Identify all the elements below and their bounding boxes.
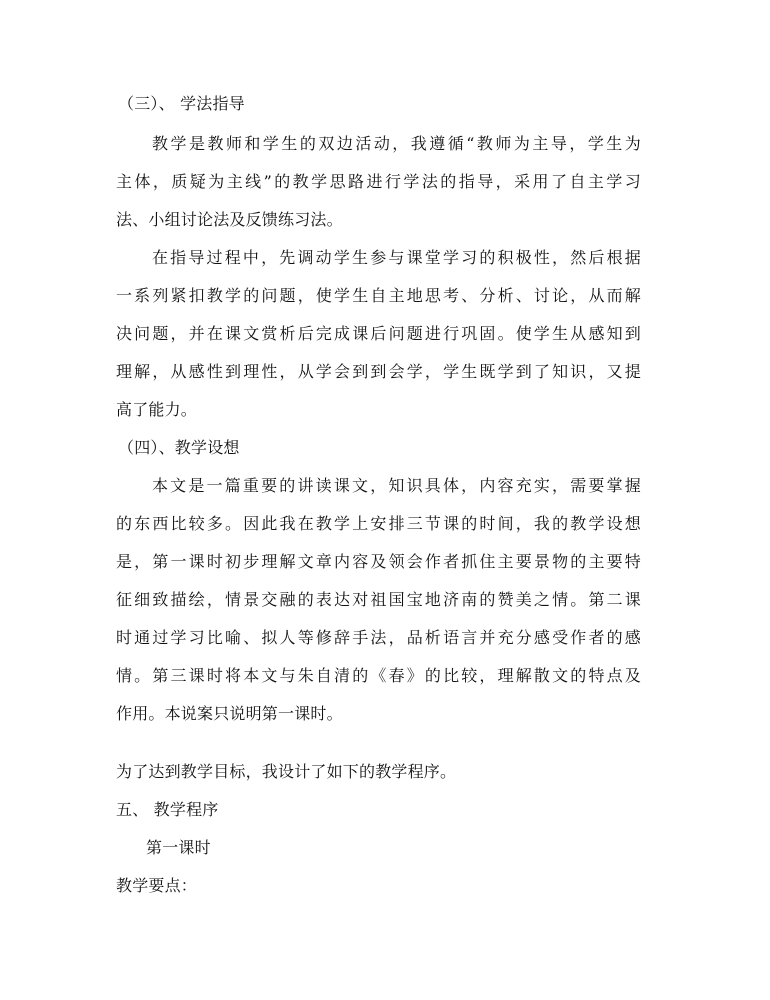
paragraph-2-line-2: 一系列紧扣教学的问题，使学生自主地思考、分析、讨论，从而解 xyxy=(116,286,641,305)
lesson-heading: 第一课时 xyxy=(146,838,211,857)
paragraph-1-line-1: 教学是教师和学生的双边活动，我遵循“教师为主导，学生为 xyxy=(152,134,641,153)
paragraph-1-line-2: 主体，质疑为主线”的教学思路进行学法的指导，采用了自主学习 xyxy=(116,172,641,191)
paragraph-2-line-3: 决问题，并在课文赏析后完成课后问题进行巩固。使学生从感知到 xyxy=(116,324,641,343)
section-heading-3: （三）、 学法指导 xyxy=(118,94,245,113)
paragraph-2-line-1: 在指导过程中，先调动学生参与课堂学习的积极性，然后根据 xyxy=(152,248,641,267)
paragraph-3-line-3: 是，第一课时初步理解文章内容及领会作者抓住主要景物的主要特 xyxy=(116,552,641,571)
paragraph-2-line-5: 高了能力。 xyxy=(116,400,198,419)
paragraph-3-line-4: 征细致描绘，情景交融的表达对祖国宝地济南的赞美之情。第二课 xyxy=(116,590,641,609)
paragraph-3-line-6: 情。第三课时将本文与朱自清的《春》的比较，理解散文的特点及 xyxy=(116,666,641,685)
paragraph-2-line-4: 理解，从感性到理性，从学会到到会学，学生既学到了知识，又提 xyxy=(116,362,641,381)
paragraph-3-line-1: 本文是一篇重要的讲读课文，知识具体，内容充实，需要掌握 xyxy=(152,476,641,495)
paragraph-3-line-7: 作用。本说案只说明第一课时。 xyxy=(116,704,343,723)
section-heading-4: （四）、教学设想 xyxy=(118,438,240,457)
paragraph-3-line-5: 时通过学习比喻、拟人等修辞手法，品析语言并充分感受作者的感 xyxy=(116,628,641,647)
paragraph-3-line-2: 的东西比较多。因此我在教学上安排三节课的时间，我的教学设想 xyxy=(116,514,641,533)
teaching-points-heading: 教学要点： xyxy=(116,876,198,895)
paragraph-4: 为了达到教学目标，我设计了如下的教学程序。 xyxy=(116,762,457,781)
section-heading-5: 五、 教学程序 xyxy=(116,800,219,819)
paragraph-1-line-3: 法、小组讨论法及反馈练习法。 xyxy=(116,210,343,229)
